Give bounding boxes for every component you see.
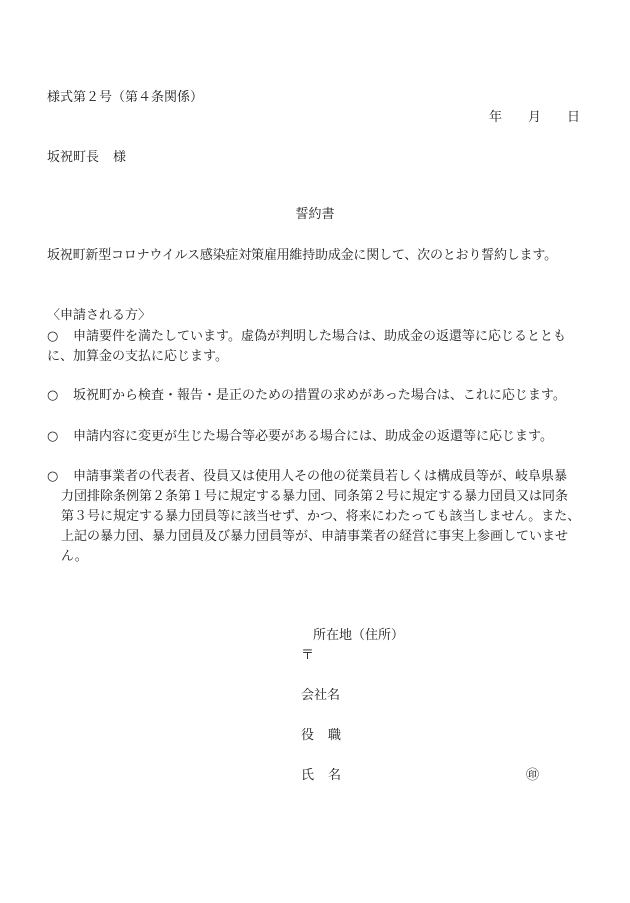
- date-month-label: 月: [528, 110, 542, 125]
- pledge-line: 坂祝町から検査・報告・是正のための措置の求めがあった場合は、これに応じます。: [73, 388, 566, 403]
- postal-mark-icon: 〒: [301, 648, 315, 663]
- intro-statement: 坂祝町新型コロナウイルス感染症対策雇用維持助成金に関して、次のとおり誓約します。: [47, 248, 557, 263]
- address-label: 所在地（住所）: [313, 628, 405, 643]
- role-label-char: 職: [328, 728, 342, 743]
- addressee-honorific: 様: [113, 150, 127, 165]
- pledge-line: 申請内容に変更が生じた場合等必要がある場合には、助成金の返還等に応じます。: [73, 429, 553, 444]
- pledge-line: に、加算金の支払に応じます。: [47, 349, 228, 364]
- pledge-line: 申請事業者の代表者、役員又は使用人その他の従業員若しくは構成員等が、岐阜県暴: [73, 469, 568, 484]
- addressee: [47, 148, 126, 168]
- form-number: 様式第２号（第４条関係）: [47, 90, 204, 105]
- date-line: [489, 108, 580, 128]
- name-label-char: 名: [328, 768, 342, 783]
- applicant-heading: 〈申請される方〉: [47, 308, 152, 323]
- pledge-item: [47, 427, 587, 447]
- circle-mark-icon: ○: [47, 429, 59, 444]
- document-title: 誓約書: [295, 207, 335, 222]
- seal-icon: ㊞: [526, 768, 540, 783]
- pledge-line: 第３号に規定する暴力団員等に該当せず、かつ、将来にわたっても該当しません。また、: [61, 509, 581, 524]
- circle-mark-icon: ○: [47, 469, 59, 484]
- pledge-line: ん。: [61, 549, 88, 564]
- pledge-item: [47, 467, 587, 567]
- pledge-item: [47, 327, 587, 367]
- date-day-label: 日: [567, 110, 581, 125]
- company-name-label: 会社名: [301, 688, 341, 703]
- role-label: [301, 726, 341, 746]
- name-label-char: 氏: [301, 768, 315, 783]
- name-label: [301, 766, 341, 786]
- pledge-line: 申請要件を満たしています。虚偽が判明した場合は、助成金の返還等に応じるととも: [73, 329, 566, 344]
- role-label-char: 役: [301, 728, 315, 743]
- pledge-line: 上記の暴力団、暴力団員及び暴力団員等が、申請事業者の経営に事実上参画していませ: [61, 529, 569, 544]
- addressee-name: 坂祝町長: [47, 150, 100, 165]
- pledge-item: [47, 386, 587, 406]
- circle-mark-icon: ○: [47, 329, 59, 344]
- circle-mark-icon: ○: [47, 388, 59, 403]
- pledge-line: 力団排除条例第２条第１号に規定する暴力団、同条第２号に規定する暴力団員又は同条: [61, 489, 569, 504]
- date-year-label: 年: [489, 110, 503, 125]
